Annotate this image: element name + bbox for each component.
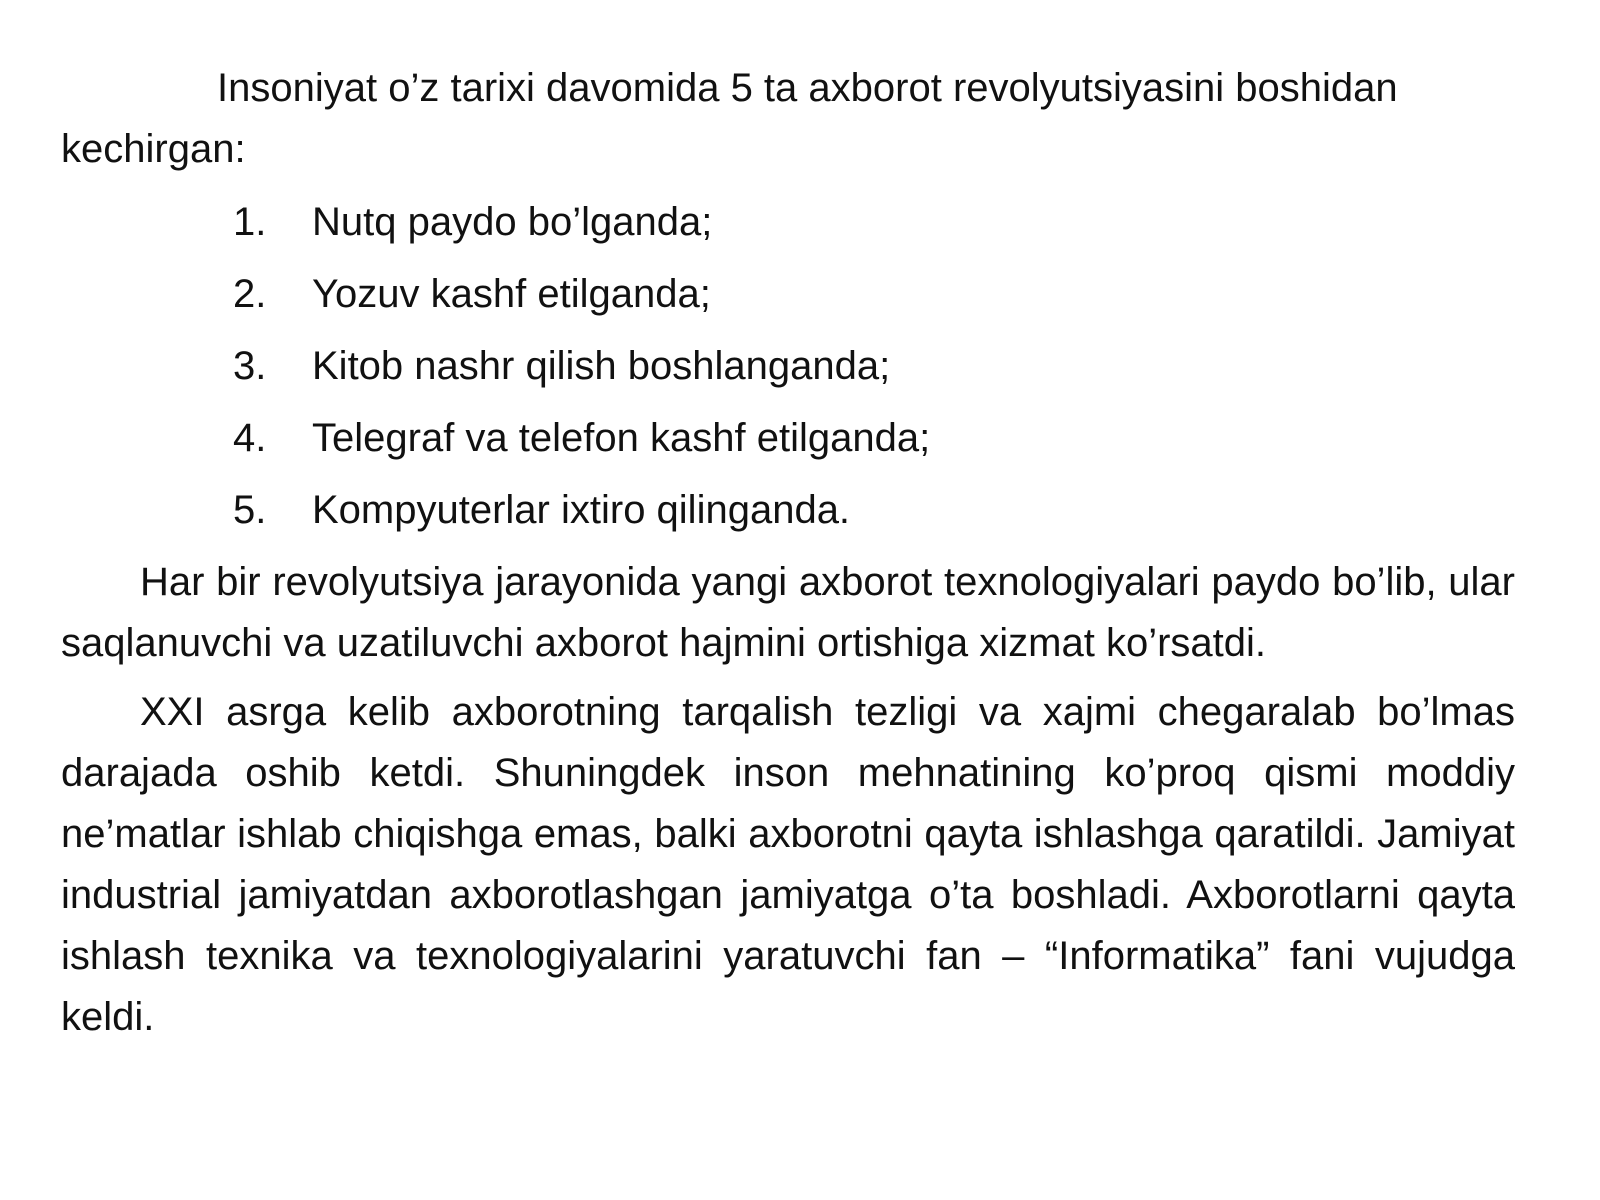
list-item bbox=[61, 480, 1515, 552]
body-paragraph-2: XXI asrga kelib axborotning tarqalish tezligi va xajmi chegaralab bo’lmas darajada oshib ketdi. Shuningdek inson mehnatining ko’proq qismi moddiy ne’matlar ishlab chiqishga emas, balki axborotni qayta ishlashga qaratildi. Jamiyat industrial jamiyatdan axborotlashgan jamiyatga o’ta boshladi. Axborotlarni qayta ishlash texnika va texnologiyalarini yaratuvchi fan – “Informatika” fani vujudga keldi. bbox=[61, 690, 1515, 1039]
list-item-text: Kitob nashr qilish boshlanganda; bbox=[312, 344, 891, 388]
document-page bbox=[61, 58, 1515, 1048]
list-item bbox=[61, 408, 1515, 480]
body-paragraph-1: Har bir revolyutsiya jarayonida yangi axborot texnologiyalari paydo bo’lib, ular saqlanuvchi va uzatiluvchi axborot hajmini ortishiga xizmat ko’rsatdi. bbox=[61, 560, 1515, 665]
list-item bbox=[61, 264, 1515, 336]
list-item-number: 5. bbox=[233, 488, 267, 532]
list-item-number: 3. bbox=[233, 344, 267, 388]
list-item-text: Kompyuterlar ixtiro qilinganda. bbox=[312, 488, 851, 532]
list-item-text: Yozuv kashf etilganda; bbox=[312, 272, 711, 316]
intro-paragraph: Insoniyat o’z tarixi davomida 5 ta axborot revolyutsiyasini boshidan kechirgan: bbox=[61, 66, 1398, 171]
list-item-number: 1. bbox=[233, 200, 267, 244]
revolution-list bbox=[61, 192, 1515, 552]
list-item bbox=[61, 336, 1515, 408]
list-item-number: 4. bbox=[233, 416, 267, 460]
list-item-text: Nutq paydo bo’lganda; bbox=[312, 200, 713, 244]
list-item-number: 2. bbox=[233, 272, 267, 316]
list-item-text: Telegraf va telefon kashf etilganda; bbox=[312, 416, 931, 460]
list-item bbox=[61, 192, 1515, 264]
